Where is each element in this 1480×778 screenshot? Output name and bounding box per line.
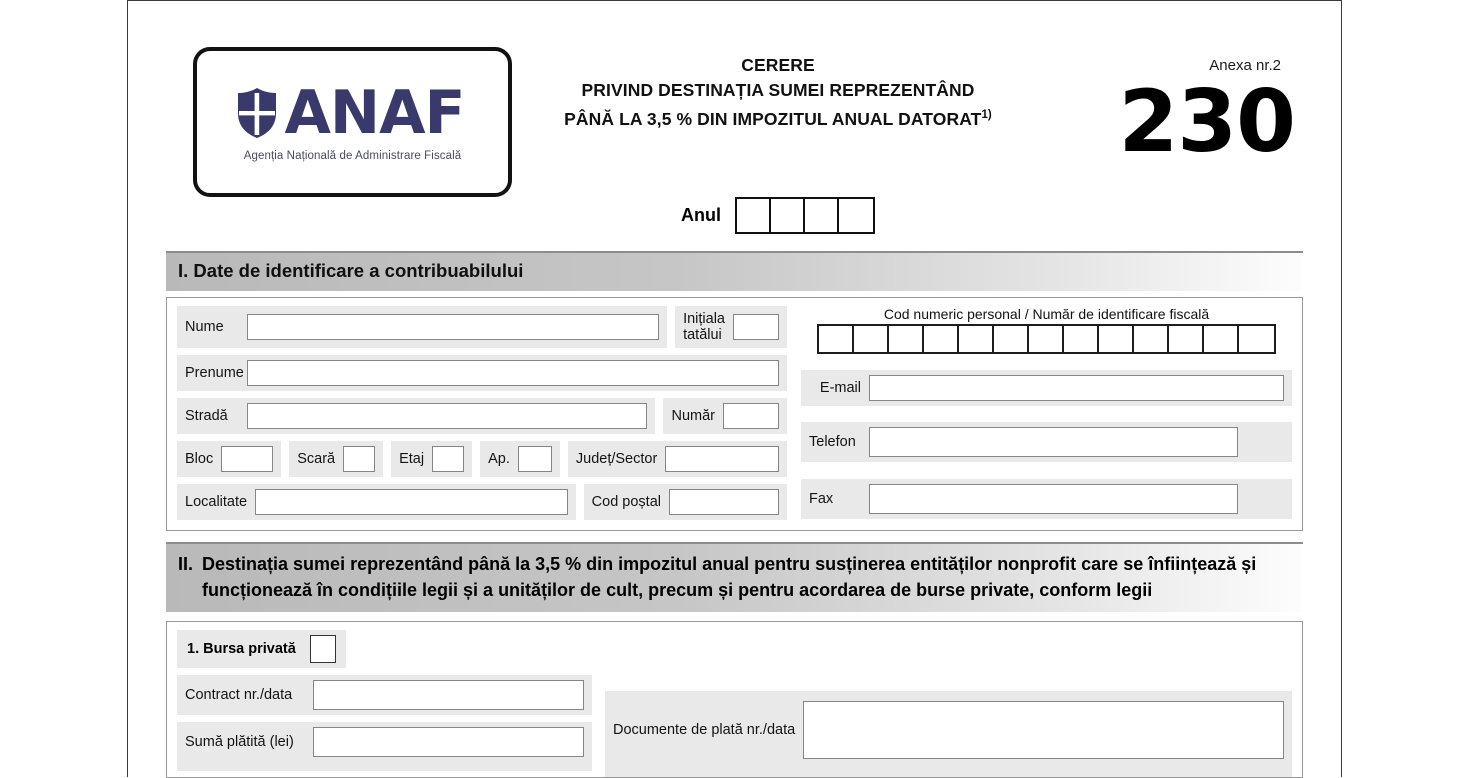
- row-nume: [177, 306, 787, 348]
- bursa-privata-title: 1. Bursa privată: [187, 641, 296, 657]
- bursa-left-column: [177, 675, 592, 777]
- field-initiala-tatalui-label: [683, 311, 725, 343]
- year-row: [528, 197, 1028, 234]
- year-digit-box[interactable]: [771, 199, 805, 232]
- field-telefon-label: Telefon: [809, 433, 856, 450]
- anaf-logo-subtitle: Agenția Națională de Administrare Fiscală: [243, 149, 462, 162]
- field-numar: [663, 398, 787, 434]
- field-email-label: E-mail: [819, 379, 861, 396]
- cnp-digit-box[interactable]: [959, 326, 994, 352]
- judet-sector-input[interactable]: [665, 446, 779, 472]
- section-ii-heading: Destinația sumei reprezentând până la 3,5 % din impozitul anual pentru susținerea entităților nonprofit care se înființează și funcționează în condițiile legii și a unităților de cult, precum și pentru acordarea de burse private, conform legii: [202, 554, 1257, 600]
- form-title-line-2: PRIVIND DESTINAȚIA SUMEI REPREZENTÂND: [581, 80, 975, 100]
- field-nume-label: Nume: [185, 318, 224, 335]
- field-documente-plata-label: Documente de plată nr./data: [613, 721, 796, 738]
- cnp-input-boxes[interactable]: [817, 324, 1276, 354]
- field-prenume: [177, 355, 787, 391]
- field-fax: [801, 479, 1292, 519]
- form-title-line-3: [528, 103, 1028, 132]
- cnp-digit-box[interactable]: [1099, 326, 1134, 352]
- field-etaj: [391, 441, 472, 477]
- field-ap-label: Ap.: [488, 450, 510, 467]
- strada-input[interactable]: [247, 403, 647, 429]
- field-scara-label: Scară: [297, 450, 336, 467]
- form-number: 230: [1118, 72, 1295, 172]
- annex-label: Anexa nr.2: [1209, 57, 1281, 74]
- row-prenume: [177, 355, 787, 391]
- field-contract: [177, 675, 592, 715]
- field-scara: [289, 441, 383, 477]
- field-nume: [177, 306, 667, 348]
- identification-left-column: [177, 306, 787, 520]
- field-suma-platita: [177, 722, 592, 771]
- scara-input[interactable]: [343, 446, 375, 472]
- field-strada-label: Stradă: [185, 407, 228, 424]
- shield-icon: [236, 87, 278, 139]
- field-localitate: [177, 484, 576, 520]
- field-contract-label: Contract nr./data: [185, 686, 293, 703]
- bloc-input[interactable]: [221, 446, 273, 472]
- section-i-header: [166, 251, 1303, 291]
- cnp-digit-box[interactable]: [889, 326, 924, 352]
- form-title-line-3-text: PÂNĂ LA 3,5 % DIN IMPOZITUL ANUAL DATORAT: [564, 108, 982, 129]
- field-judet-sector: [568, 441, 787, 477]
- initiala-label-line2: tatălui: [683, 327, 722, 343]
- field-etaj-label: Etaj: [399, 450, 425, 467]
- section-i-heading: I. Date de identificare a contribuabilului: [178, 260, 524, 281]
- row-adresa-detalii: [177, 441, 787, 477]
- field-email: [801, 370, 1292, 406]
- telefon-input[interactable]: [869, 427, 1238, 457]
- field-bloc: [177, 441, 281, 477]
- field-judet-sector-label: Județ/Sector: [575, 450, 658, 467]
- cnp-digit-box[interactable]: [924, 326, 959, 352]
- field-bloc-label: Bloc: [185, 450, 214, 467]
- localitate-input[interactable]: [255, 489, 568, 515]
- field-documente-plata: [605, 691, 1292, 777]
- form-title-block: [528, 53, 1028, 132]
- section-ii-heading-wrap: [178, 551, 1291, 603]
- field-prenume-label: Prenume: [185, 364, 244, 381]
- anaf-logo-row: [236, 77, 465, 148]
- bursa-privata-header: [177, 630, 346, 668]
- field-ap: [480, 441, 560, 477]
- field-localitate-label: Localitate: [185, 493, 248, 510]
- cnp-digit-box[interactable]: [1134, 326, 1169, 352]
- field-numar-label: Număr: [671, 407, 715, 424]
- section-i-panel: [166, 297, 1303, 531]
- form-header: [128, 1, 1341, 251]
- year-label: Anul: [681, 205, 721, 225]
- field-cod-postal-label: Cod poștal: [591, 493, 661, 510]
- cnp-digit-box[interactable]: [1029, 326, 1064, 352]
- field-telefon: [801, 422, 1292, 462]
- form-title-footnote-marker: 1): [981, 109, 992, 121]
- field-fax-label: Fax: [809, 490, 834, 507]
- suma-platita-input[interactable]: [313, 727, 584, 757]
- year-input-boxes[interactable]: [735, 197, 875, 234]
- year-digit-box[interactable]: [805, 199, 839, 232]
- fax-input[interactable]: [869, 484, 1238, 514]
- field-strada: [177, 398, 655, 434]
- initiala-tatalui-input[interactable]: [733, 314, 779, 340]
- documente-plata-input[interactable]: [803, 701, 1284, 759]
- cod-postal-input[interactable]: [669, 489, 779, 515]
- cnp-digit-box[interactable]: [994, 326, 1029, 352]
- prenume-input[interactable]: [247, 360, 779, 386]
- ap-input[interactable]: [518, 446, 552, 472]
- section-ii-panel: [166, 621, 1303, 778]
- field-initiala-tatalui: [675, 306, 787, 348]
- initiala-label-line1: Inițiala: [683, 311, 725, 327]
- cnp-digit-box[interactable]: [819, 326, 854, 352]
- row-strada: [177, 398, 787, 434]
- year-digit-box[interactable]: [839, 199, 873, 232]
- cnp-digit-box[interactable]: [1169, 326, 1204, 352]
- section-ii-header: [166, 542, 1303, 612]
- field-cnp: [801, 306, 1292, 354]
- etaj-input[interactable]: [432, 446, 464, 472]
- form-document-page: [127, 0, 1342, 777]
- email-input[interactable]: [869, 375, 1284, 401]
- bursa-privata-fields-row: [177, 675, 1292, 777]
- section-ii-number: II.: [178, 554, 194, 574]
- bursa-privata-checkbox[interactable]: [310, 635, 336, 663]
- field-cnp-label: Cod numeric personal / Număr de identificare fiscală: [883, 306, 1210, 322]
- cnp-digit-box[interactable]: [854, 326, 889, 352]
- form-title-line-1: CERERE: [741, 55, 815, 75]
- anaf-logo-box: [193, 47, 512, 197]
- field-suma-platita-label: Sumă plătită (lei): [185, 733, 294, 750]
- cnp-digit-box[interactable]: [1239, 326, 1274, 352]
- cnp-digit-box[interactable]: [1064, 326, 1099, 352]
- identification-right-column: [801, 306, 1292, 520]
- contract-input[interactable]: [313, 680, 584, 710]
- field-cod-postal: [584, 484, 787, 520]
- row-localitate: [177, 484, 787, 520]
- numar-input[interactable]: [723, 403, 779, 429]
- nume-input[interactable]: [247, 314, 659, 340]
- anaf-wordmark: ANAF: [284, 77, 465, 148]
- year-digit-box[interactable]: [737, 199, 771, 232]
- cnp-digit-box[interactable]: [1204, 326, 1239, 352]
